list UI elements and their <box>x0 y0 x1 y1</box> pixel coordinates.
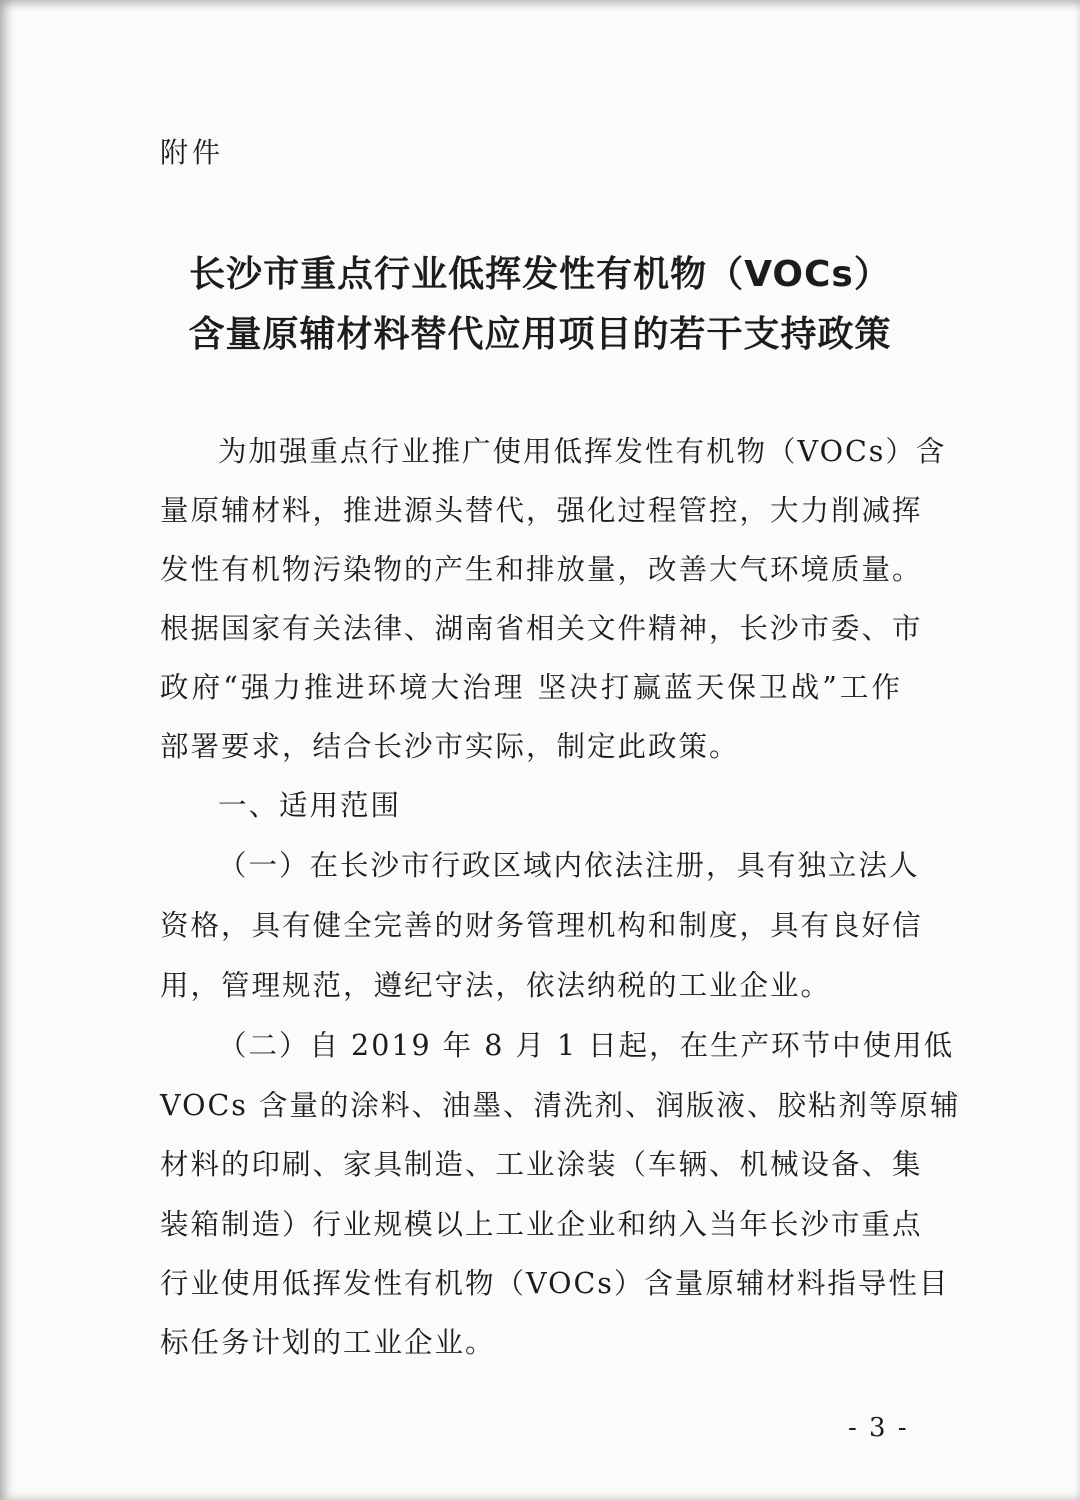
document-title-line-1: 长沙市重点行业低挥发性有机物（VOCs） <box>189 254 891 295</box>
attachment-label: 附件 <box>160 136 225 169</box>
page-number: - 3 - <box>848 1413 909 1443</box>
item-2-line: 材料的印刷、家具制造、工业涂装（车辆、机械设备、集 <box>160 1148 923 1181</box>
intro-line: 发性有机物污染物的产生和排放量，改善大气环境质量。 <box>160 553 923 586</box>
intro-line: 部署要求，结合长沙市实际，制定此政策。 <box>160 730 740 763</box>
item-2-line: 行业使用低挥发性有机物（VOCs）含量原辅材料指导性目 <box>160 1267 950 1300</box>
item-2-line: VOCs 含量的涂料、油墨、清洗剂、润版液、胶粘剂等原辅 <box>160 1089 961 1122</box>
item-1-line: 资格，具有健全完善的财务管理机构和制度，具有良好信 <box>160 909 923 942</box>
item-1-line: （一）在长沙市行政区域内依法注册，具有独立法人 <box>218 849 920 882</box>
intro-line: 为加强重点行业推广使用低挥发性有机物（VOCs）含 <box>218 435 947 468</box>
intro-line: 根据国家有关法律、湖南省相关文件精神，长沙市委、市 <box>160 612 923 645</box>
item-2-line: 装箱制造）行业规模以上工业企业和纳入当年长沙市重点 <box>160 1208 923 1241</box>
section-heading-scope: 一、适用范围 <box>218 789 402 822</box>
item-2-line: （二）自 2019 年 8 月 1 日起，在生产环节中使用低 <box>218 1029 955 1062</box>
intro-line: 量原辅材料，推进源头替代，强化过程管控，大力削减挥 <box>160 494 923 527</box>
document-title-line-2: 含量原辅材料替代应用项目的若干支持政策 <box>188 314 892 355</box>
intro-line: 政府“强力推进环境大治理 坚决打赢蓝天保卫战”工作 <box>160 671 902 704</box>
item-1-line: 用，管理规范，遵纪守法，依法纳税的工业企业。 <box>160 969 832 1002</box>
item-2-line: 标任务计划的工业企业。 <box>160 1326 496 1359</box>
